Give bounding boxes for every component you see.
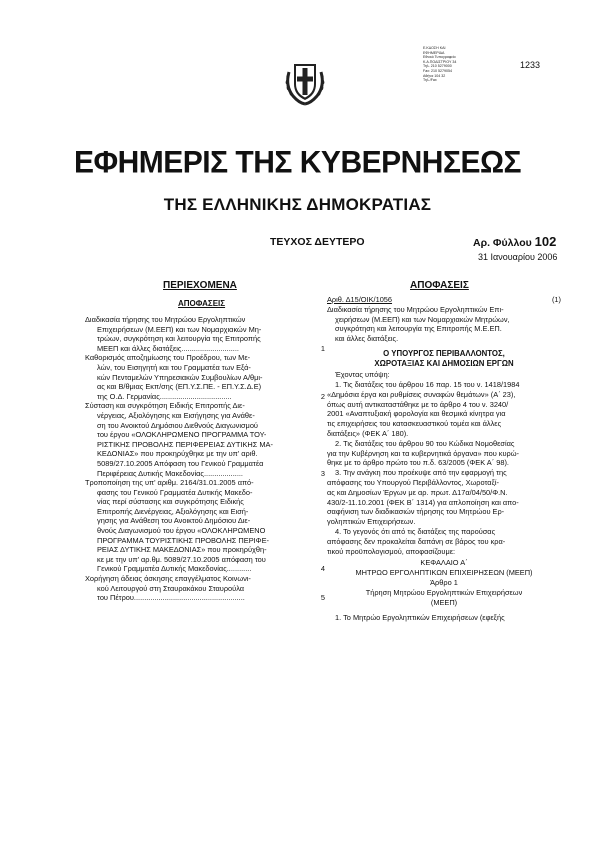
- toc-entry: [85, 478, 325, 574]
- publisher-info: [423, 46, 481, 83]
- paragraph-line: τις επιχειρήσεις του κατασκευαστικού τομέα και άλλες: [327, 419, 502, 429]
- toc-line: λών, του Εισηγητή και του Γραμματέα των Εξά-: [97, 362, 251, 372]
- publisher-line: Fax: 210 5279054: [423, 68, 452, 73]
- decision-paragraph: [327, 380, 561, 439]
- sheet-label: Αρ. Φύλλου: [473, 237, 532, 249]
- gazette-subtitle: ΤΗΣ ΕΛΛΗΝΙΚΗΣ ΔΗΜΟΚΡΑΤΙΑΣ: [163, 195, 432, 214]
- chapter-heading: ΚΕΦΑΛΑΙΟ Α΄: [420, 558, 468, 568]
- paragraph-line: 2001 «Αναπτυξιακή φορολογία και θεσμικά κίνητρα για: [327, 409, 506, 419]
- minister-line: Ο ΥΠΟΥΡΓΟΣ ΠΕΡΙΒΑΛΛΟΝΤΟΣ,: [383, 348, 505, 358]
- paragraph-line: διατάξεις» (ΦΕΚ Α΄ 180).: [327, 428, 409, 438]
- gazette-title: ΕΦΗΜΕΡΙΣ ΤΗΣ ΚΥΒΕΡΝΗΣΕΩΣ: [73, 145, 522, 180]
- toc-line: Διαδικασία τήρησης του Μητρώου Εργοληπτικών: [85, 315, 246, 324]
- publisher-line: Αθήνα 104 32: [423, 73, 446, 78]
- toc-line: Επιτροπής Διενέργειας, Αξιολόγησης και Εισή-: [97, 506, 249, 516]
- paragraph-line: γοληπτικών Επιχειρήσεων.: [327, 517, 416, 527]
- publisher-line: Τηλ./Fax: [423, 78, 437, 83]
- toc-line: Επιχειρήσεων (Μ.ΕΕΠ) και των Νομαρχιακών Μη-: [97, 324, 262, 334]
- paragraph-line: απόφασης του Υπουργού Περιβάλλοντος, Χωροταξί-: [327, 477, 499, 487]
- toc-line: ΠΡΟΓΡΑΜΜΑ ΤΟΥΡΙΣΤΙΚΗΣ ΠΡΟΒΟΛΗΣ ΠΕΡΙΦΕ-: [97, 535, 269, 545]
- toc-line: ας και Β/θμιας Εκπ/σης (ΕΠ.Υ.Σ.ΠΕ. - ΕΠ.Υ.Σ.Δ.Ε): [97, 382, 262, 392]
- article-title-line: (ΜΕΕΠ): [430, 597, 458, 607]
- toc-line: Καθορισμός αποζημίωσης του Προέδρου, των Με-: [85, 353, 251, 363]
- toc-line: ση του Ανοικτού Δημόσιου Διεθνούς Διαγωνισμού: [97, 420, 258, 430]
- toc-line: φασης του Γενικού Γραμματέα Δυτικής Μακεδο-: [97, 487, 253, 497]
- decision-summary-line: και άλλες διατάξεις.: [335, 334, 399, 344]
- paragraph-line: 3. Την ανάγκη που προέκυψε από την εφαρμογή της: [335, 468, 507, 478]
- decision-summary-line: Διαδικασία τήρησης του Μητρώου Εργοληπτικών Επι-: [327, 304, 504, 314]
- decision-summary-line: χειρήσεων (Μ.ΕΕΠ) και των Νομαρχιακών Μητρώων,: [335, 314, 510, 324]
- toc-entry: [85, 574, 325, 603]
- publisher-line: Τηλ. 210 5279000: [423, 64, 452, 69]
- toc-line: 5089/27.10.2005 Απόφαση του Γενικού Γραμματέα: [97, 458, 264, 468]
- article-paragraph-line: 1. Το Μητρώο Εργοληπτικών Επιχειρήσεων (εφεξής: [335, 613, 505, 623]
- sheet-number: [473, 234, 556, 249]
- toc-line: κών Πενταμελών Υπηρεσιακών Συμβουλίων Α/θμι-: [97, 372, 263, 382]
- toc-line: Γενικού Γραμματέα Δυτικής Μακεδονίας............: [97, 564, 252, 574]
- having-regard: Έχοντας υπόψη:: [335, 370, 390, 380]
- toc-line: γησης για Ανάθεση του Ανοικτού Δημόσιου Διε-: [97, 516, 251, 526]
- table-of-contents: [85, 315, 325, 603]
- decision-paragraph: [327, 527, 561, 556]
- toc-line: κού Λειτουργού στη Σταυρακάκου Σταυρούλα: [97, 583, 245, 593]
- toc-line: του Πέτρου......................................................: [97, 593, 245, 603]
- toc-entry: [85, 315, 325, 353]
- issue-date: 31 Ιανουαρίου 2006: [478, 252, 558, 262]
- minister-title: [327, 349, 561, 368]
- toc-page-number: 5: [320, 593, 325, 603]
- issue-label: ΤΕΥΧΟΣ ΔΕΥΤΕΡΟ: [270, 236, 365, 248]
- toc-page-number: 4: [320, 564, 325, 574]
- publisher-line: Κ.Α.ΠΟΔΙΣΤΡΙΟΥ 34: [423, 59, 457, 64]
- paragraph-line: «Δημόσια έργα και ρυθμίσεις συναφών θεμάτων» (Α΄ 23),: [327, 389, 516, 399]
- paragraph-line: σαφήνιση των διαδικασιών τήρησης του Μητρώου Ερ-: [327, 507, 505, 517]
- toc-line: τρώων, συγκρότηση και λειτουργία της Επιτροπής: [97, 334, 261, 344]
- decisions-heading: ΑΠΟΦΑΣΕΙΣ: [410, 280, 469, 291]
- decision-paragraph: [327, 468, 561, 527]
- toc-line: του έργου «ΟΛΟΚΛΗΡΩΜΕΝΟ ΠΡΟΓΡΑΜΜΑ ΤΟΥ-: [97, 430, 267, 440]
- toc-page-number: 3: [320, 468, 325, 478]
- toc-line: Περιφέρειας Δυτικής Μακεδονίας...................: [97, 468, 243, 478]
- paragraph-line: 4. Το γεγονός ότι από τις διατάξεις της παρούσας: [335, 526, 496, 536]
- toc-line: ΜΕΕΠ και άλλες διατάξεις............................: [97, 343, 239, 353]
- toc-line: της Ο.Δ. Γερμανίας...................................: [97, 391, 232, 401]
- coat-of-arms-emblem: [283, 58, 327, 106]
- toc-line: θνούς Διαγωνισμού του έργου «ΟΛΟΚΛΗΡΩΜΕΝΟ: [97, 526, 266, 536]
- toc-line: ΡΕΙΑΣ ΔΥΤΙΚΗΣ ΜΑΚΕΔΟΝΙΑΣ» που προκηρύχθη-: [97, 545, 267, 555]
- toc-page-number: 2: [320, 391, 325, 401]
- article-title-line: Τήρηση Μητρώου Εργοληπτικών Επιχειρήσεων: [365, 587, 523, 597]
- toc-entry: [85, 401, 325, 478]
- publisher-line: ΕΦΗΜΕΡΙΔΑ: [423, 50, 445, 55]
- contents-heading: ΠΕΡΙΕΧΟΜΕΝΑ: [163, 280, 237, 291]
- toc-line: κε με την υπ' αρ.θμ. 5089/27.10.2005 απόφαση του: [97, 554, 266, 564]
- paragraph-line: ας και Δημοσίων Έργων με αρ. πρωτ. Δ17α/04/50/Φ.Ν.: [327, 487, 508, 497]
- publisher-line: Ε.ΚΔΟΣΗ ΚΑΙ: [423, 46, 446, 50]
- paragraph-line: για την Κυβέρνηση και τα κυβερνητικά όργανα» που κυρώ-: [327, 448, 519, 458]
- article-heading: Άρθρο 1: [430, 577, 458, 587]
- paragraph-line: θηκε με το άρθρο πρώτο του π.δ. 63/2005 (ΦΕΚ Α΄ 98).: [327, 458, 509, 468]
- toc-line: Τροποποίηση της υπ' αριθμ. 2164/31.01.2005 από-: [85, 478, 254, 488]
- toc-page-number: 1: [320, 343, 325, 353]
- contents-section-heading: ΑΠΟΦΑΣΕΙΣ: [178, 299, 226, 308]
- decision-paragraph: [327, 439, 561, 468]
- sheet-number-value: 102: [534, 234, 557, 249]
- decision-number: Αριθ. Δ15/ΟΙΚ/1056: [327, 295, 393, 304]
- paragraph-line: τικού προϋπολογισμού, αποφασίζουμε:: [327, 546, 456, 556]
- page-number: 1233: [520, 60, 541, 70]
- toc-line: νίας περί σύστασης και συγκρότησης Ειδικής: [97, 497, 244, 507]
- decision-number-row: [327, 295, 561, 305]
- paragraph-line: 430/2-11.10.2001 (ΦΕΚ Β΄ 1314) για απλοποίηση και απο-: [327, 497, 519, 507]
- paragraph-line: 1. Τις διατάξεις του άρθρου 16 παρ. 15 του ν. 1418/1984: [335, 379, 520, 389]
- paragraph-line: όπως αυτή αντικαταστάθηκε με το άρθρο 4 του ν. 3240/: [327, 399, 509, 409]
- toc-line: Σύσταση και συγκρότηση Ειδικής Επιτροπής Διε-: [85, 401, 245, 411]
- chapter-title: ΜΗΤΡΩΟ ΕΡΓΟΛΗΠΤΙΚΩΝ ΕΠΙΧΕΙΡΗΣΕΩΝ (ΜΕΕΠ): [355, 568, 533, 578]
- decision-ref: (1): [551, 295, 561, 304]
- minister-line: ΧΩΡΟΤΑΞΙΑΣ ΚΑΙ ΔΗΜΟΣΙΩΝ ΕΡΓΩΝ: [374, 358, 514, 368]
- toc-line: ΡΙΣΤΙΚΗΣ ΠΡΟΒΟΛΗΣ ΠΕΡΙΦΕΡΕΙΑΣ ΔΥΤΙΚΗΣ ΜΑ-: [97, 439, 273, 449]
- publisher-line: Εθνικό Τυπογραφείο: [423, 55, 456, 60]
- decision-summary-line: συγκρότηση και λειτουργία της Επιτροπής Μ.Ε.ΕΠ.: [335, 324, 502, 334]
- paragraph-line: απόφασης δεν προκαλείται δαπάνη σε βάρος του κρα-: [327, 536, 506, 546]
- toc-line: νέργειας, Αξιολόγησης και Εισήγησης για Ανάθε-: [97, 410, 255, 420]
- paragraph-line: 2. Τις διατάξεις του άρθρου 90 του Κώδικα Νομοθεσίας: [335, 438, 515, 448]
- toc-entry: [85, 353, 325, 401]
- decision-body: [327, 295, 561, 623]
- toc-line: Χορήγηση άδειας άσκησης επαγγέλματος Κοινωνι-: [85, 574, 251, 584]
- toc-line: ΚΕΔΟΝΙΑΣ» που προκηρύχθηκε με την υπ' αριθ.: [97, 449, 258, 459]
